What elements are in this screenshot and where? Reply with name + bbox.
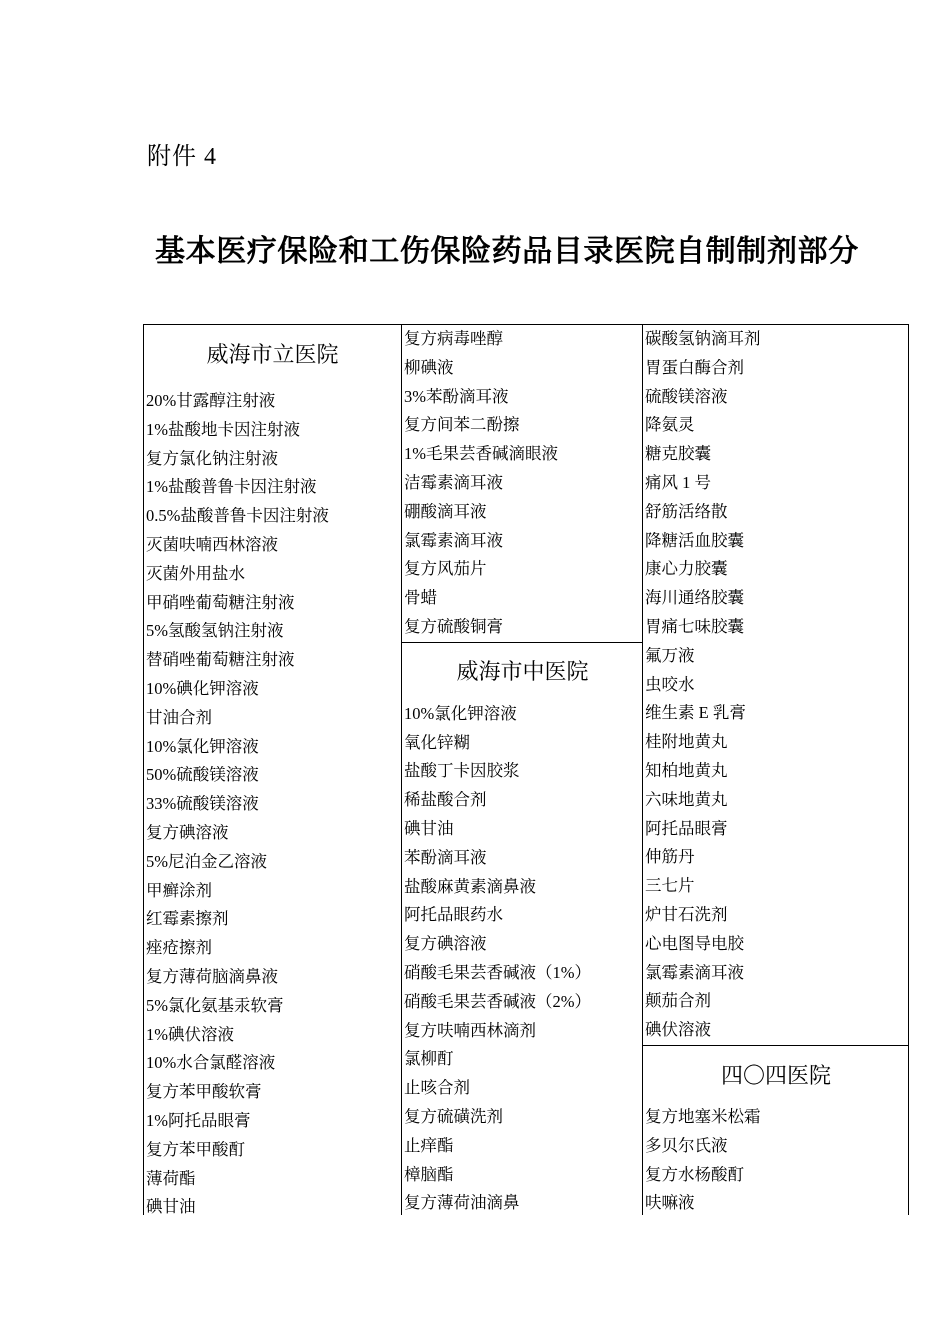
drug-item: 复方薄荷脑滴鼻液 — [146, 966, 278, 986]
drug-item: 复方间苯二酚擦 — [404, 415, 520, 435]
drug-item: 灭菌外用盐水 — [146, 563, 245, 583]
drug-item: 1%盐酸地卡因注射液 — [146, 419, 300, 439]
hospital-header-weihai-tcm: 威海市中医院 — [402, 642, 643, 700]
drug-item: 盐酸麻黄素滴鼻液 — [404, 876, 536, 896]
drug-item: 苯酚滴耳液 — [404, 847, 487, 867]
drug-item: 薄荷酯 — [146, 1168, 196, 1188]
drug-item: 硼酸滴耳液 — [404, 501, 487, 521]
drug-item: 复方苯甲酸酊 — [146, 1139, 245, 1159]
drug-item: 胃蛋白酶合剂 — [645, 357, 744, 377]
drug-item: 心电图导电胶 — [645, 933, 744, 953]
drug-item: 氯霉素滴耳液 — [645, 962, 744, 982]
drug-item: 复方风茄片 — [404, 559, 487, 579]
drug-item: 多贝尔氏液 — [645, 1135, 728, 1155]
table-column-3 — [642, 325, 909, 1215]
drug-item: 33%硫酸镁溶液 — [146, 794, 259, 814]
drug-item: 硫酸镁溶液 — [645, 386, 728, 406]
drug-item: 复方碘溶液 — [146, 822, 229, 842]
hospital-header-weihai-municipal: 威海市立医院 — [206, 343, 339, 368]
drug-item: 柳碘液 — [404, 357, 454, 377]
drug-item: 糖克胶囊 — [645, 444, 711, 464]
drug-item: 海川通络胶囊 — [645, 588, 744, 608]
drug-item: 知柏地黄丸 — [645, 760, 728, 780]
drug-item: 降糖活血胶囊 — [645, 530, 744, 550]
drug-item: 50%硫酸镁溶液 — [146, 765, 259, 785]
drug-item: 碘甘油 — [146, 1197, 196, 1217]
drug-item: 5%氯化氨基汞软膏 — [146, 995, 284, 1015]
drug-item: 止咳合剂 — [404, 1078, 470, 1098]
drug-item: 复方硫酸铜膏 — [404, 616, 503, 636]
hospital-header-404: 四〇四医院 — [643, 1045, 909, 1103]
drug-item: 10%碘化钾溶液 — [146, 678, 259, 698]
drug-list — [643, 325, 909, 1045]
drug-item: 复方地塞米松霜 — [645, 1106, 761, 1126]
drug-item: 10%水合氯醛溶液 — [146, 1053, 276, 1073]
drug-item: 颠茄合剂 — [645, 991, 711, 1011]
drug-item: 骨蜡 — [404, 588, 437, 608]
drug-item: 复方苯甲酸软膏 — [146, 1082, 262, 1102]
drug-item: 虫咬水 — [645, 674, 695, 694]
drug-item: 炉甘石洗剂 — [645, 904, 728, 924]
drug-item: 康心力胶囊 — [645, 559, 728, 579]
drug-list — [643, 1103, 909, 1218]
drug-item: 红霉素擦剂 — [146, 909, 229, 929]
drug-item: 氯柳酊 — [404, 1049, 454, 1069]
drug-item: 盐酸丁卡因胶浆 — [404, 761, 520, 781]
drug-item: 1%阿托品眼膏 — [146, 1110, 251, 1130]
drug-item: 稀盐酸合剂 — [404, 790, 487, 810]
drug-item: 复方硫磺洗剂 — [404, 1106, 503, 1126]
drug-item: 1%碘伏溶液 — [146, 1024, 234, 1044]
drug-item: 5%氢酸氢钠注射液 — [146, 621, 284, 641]
drug-item: 替硝唑葡萄糖注射液 — [146, 650, 295, 670]
drug-item: 氯霉素滴耳液 — [404, 530, 503, 550]
drug-item: 呋嘛液 — [645, 1193, 695, 1213]
drug-item: 六味地黄丸 — [645, 789, 728, 809]
drug-item: 甲癣涂剂 — [146, 880, 212, 900]
drug-item: 维生素 E 乳膏 — [645, 703, 746, 723]
drug-item: 硝酸毛果芸香碱液（1%） — [404, 962, 591, 982]
drug-list — [402, 325, 643, 642]
drug-list — [402, 700, 643, 1218]
drug-item: 樟脑酯 — [404, 1164, 454, 1184]
drug-item: 三七片 — [645, 876, 695, 896]
drug-item: 1%毛果芸香碱滴眼液 — [404, 444, 558, 464]
drug-item: 舒筋活络散 — [645, 501, 728, 521]
drug-item: 1%盐酸普鲁卡因注射液 — [146, 477, 317, 497]
drug-list — [144, 387, 401, 1222]
drug-item: 10%氯化钾溶液 — [146, 736, 259, 756]
drug-item: 阿托品眼膏 — [645, 818, 728, 838]
drug-item: 3%苯酚滴耳液 — [404, 386, 509, 406]
drug-item: 复方呋喃西林滴剂 — [404, 1020, 536, 1040]
drug-item: 甘油合剂 — [146, 707, 212, 727]
drug-item: 灭菌呋喃西林溶液 — [146, 534, 278, 554]
drug-item: 硝酸毛果芸香碱液（2%） — [404, 991, 591, 1011]
drug-item: 氟万液 — [645, 645, 695, 665]
drug-list-table — [143, 324, 909, 1215]
drug-item: 5%尼泊金乙溶液 — [146, 851, 267, 871]
drug-item: 0.5%盐酸普鲁卡因注射液 — [146, 506, 329, 526]
drug-item: 10%氯化钾溶液 — [404, 703, 517, 723]
drug-item: 复方病毒唑醇 — [404, 329, 503, 348]
drug-item: 复方氯化钠注射液 — [146, 448, 278, 468]
drug-item: 氧化锌糊 — [404, 732, 470, 752]
drug-item: 复方薄荷油滴鼻 — [404, 1193, 520, 1213]
drug-item: 碘伏溶液 — [645, 1020, 711, 1040]
table-column-2 — [401, 325, 643, 1215]
drug-item: 洁霉素滴耳液 — [404, 472, 503, 492]
drug-item: 痤疮擦剂 — [146, 938, 212, 958]
attachment-label: 附件 4 — [147, 144, 217, 170]
drug-item: 复方碘溶液 — [404, 934, 487, 954]
drug-item: 桂附地黄丸 — [645, 732, 728, 752]
drug-item: 痛风 1 号 — [645, 472, 711, 492]
drug-item: 胃痛七味胶囊 — [645, 616, 744, 636]
drug-item: 碘甘油 — [404, 818, 454, 838]
drug-item: 降氨灵 — [645, 415, 695, 435]
page-title: 基本医疗保险和工伤保险药品目录医院自制制剂部分 — [155, 234, 859, 269]
drug-item: 20%甘露醇注射液 — [146, 391, 276, 410]
drug-item: 复方水杨酸酊 — [645, 1164, 744, 1184]
drug-item: 阿托品眼药水 — [404, 905, 503, 925]
drug-item: 止痒酯 — [404, 1135, 454, 1155]
drug-item: 伸筋丹 — [645, 847, 695, 867]
drug-item: 碳酸氢钠滴耳剂 — [645, 329, 761, 348]
drug-item: 甲硝唑葡萄糖注射液 — [146, 592, 295, 612]
table-column-1 — [144, 325, 401, 1215]
